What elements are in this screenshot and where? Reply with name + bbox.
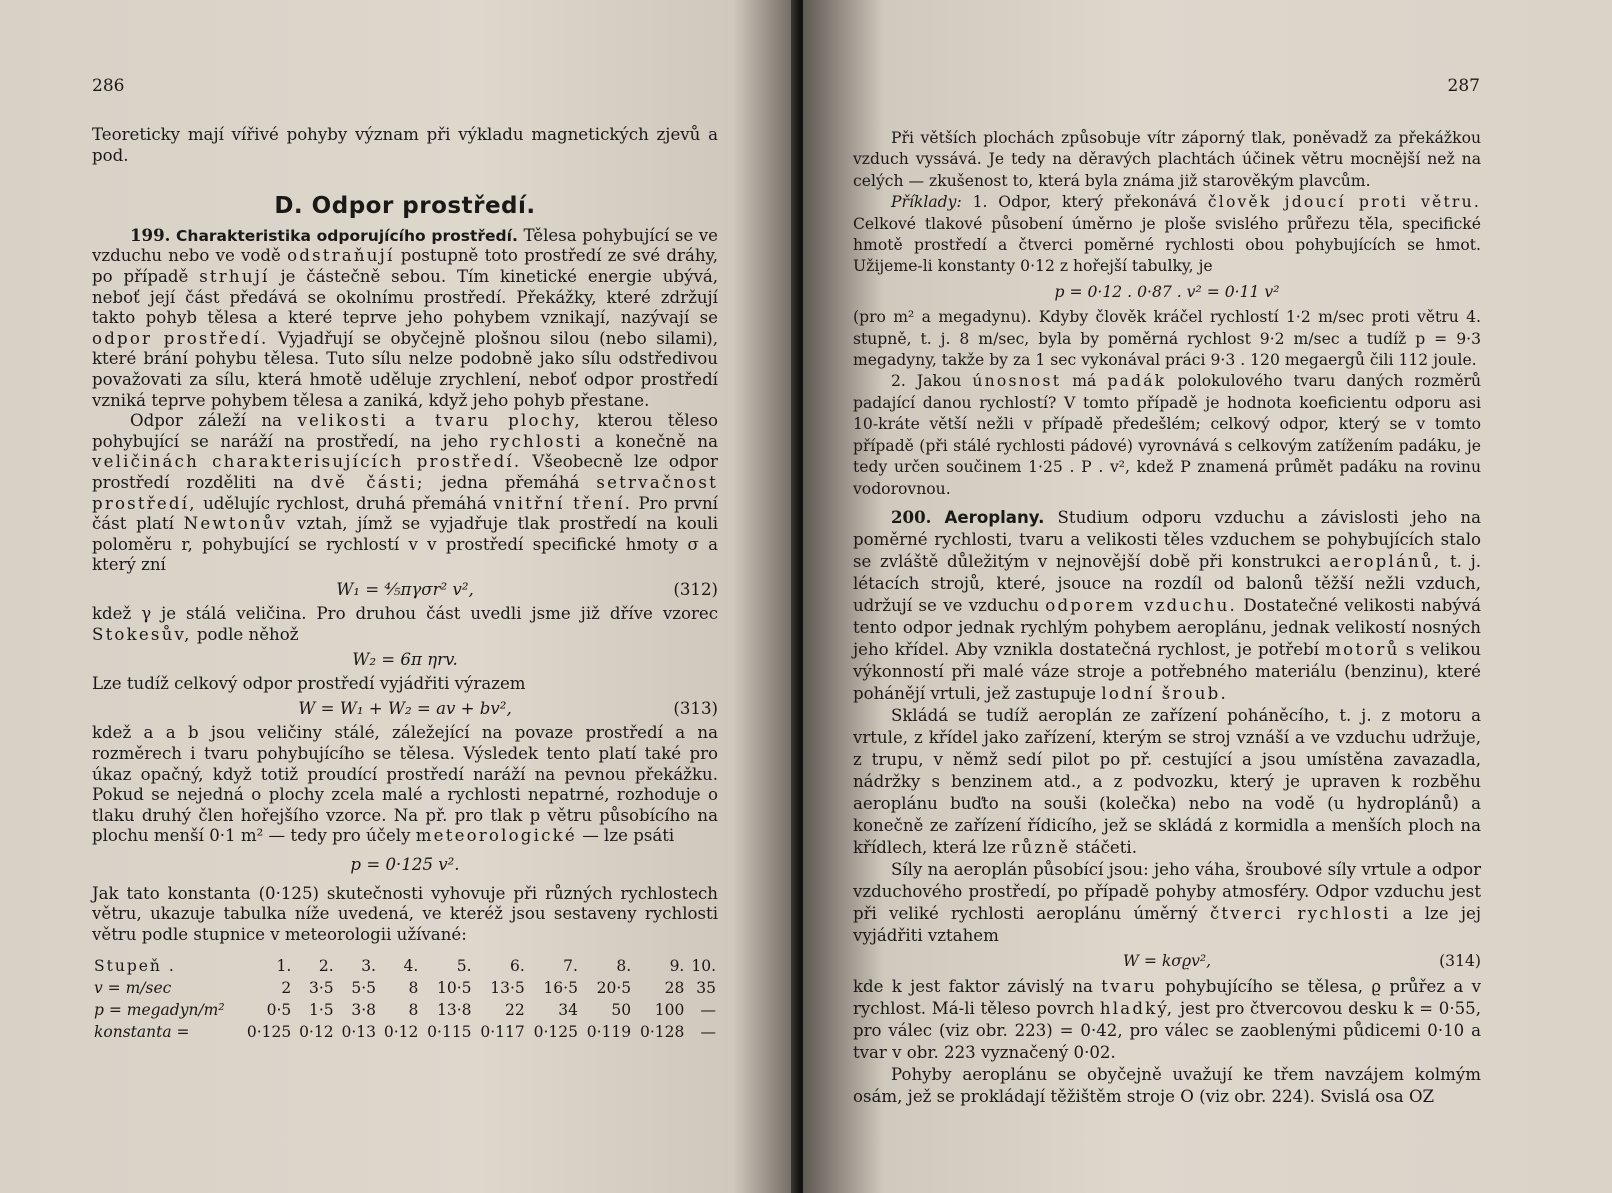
left-column — [92, 125, 718, 1043]
table-cell: 0·12 — [383, 1023, 419, 1042]
table-cell: 8. — [616, 957, 632, 976]
table-cell: 3. — [361, 957, 376, 976]
paragraph-stokes: kdež γ je stálá veličina. Pro druhou část uvedli jsme již dříve vzorec Stokesův, podle něhož — [92, 604, 718, 645]
table-cell: 100 — [654, 1001, 685, 1020]
table-cell: 0·115 — [427, 1023, 472, 1042]
table-cell: 8 — [408, 1001, 419, 1020]
equation-clovek: p = 0·12 . 0·87 . v² = 0·11 v² — [1054, 282, 1280, 301]
table-row-label: v = m/sec — [94, 979, 172, 998]
table-cell: 13·8 — [437, 1001, 472, 1020]
intro-paragraph: Teoreticky mají vířivé pohyby význam při výkladu magnetických zjevů a pod. — [92, 125, 718, 165]
table-cell: 6. — [509, 957, 525, 976]
table-row — [92, 1021, 718, 1043]
equation-stokes: W₂ = 6π ηrv. — [352, 649, 458, 669]
paragraph-199: 199. Charakteristika odporujícího prostředí. Tělesa pohybující se ve vzduchu nebo ve vodě odstraňují postupně toto prostředí ze své dráhy, po případě strhují je částečně sebou. Tím kinetické energie ubývá, neboť její část předává se okolnímu prostředí. Překážky, které zdržují takto pohyb tělesa a které teprve jeho pohybem vznikají, nazývají se odpor prostředí. Vyjadřují se obyčejně plošnou silou (nebo silami), které brání pohybu tělesa. Tuto sílu nelze podobně jako sílu odstředivou považovati za sílu, která hmotě uděluje zrychlení, neboť odpor prostředí vzniká teprve pohybem tělesa a zaniká, když jeho pohyb přestane. — [92, 224, 719, 410]
table-cell: 0·119 — [586, 1023, 632, 1042]
table-cell: 1. — [276, 957, 292, 976]
example-1: Příklady: 1. Odpor, který překonává člověk jdoucí proti větru. Celkové tlakové působení úměrno je ploše svislého průřezu těla, specifické hmotě prostředí a čtverci poměrné rychlosti obou pohybujících se hmot. Užijeme-li konstanty 0·12 z hořejší tabulky, je — [853, 193, 1481, 276]
example-2: 2. Jakou únosnost má padák polokulového tvaru daných rozměrů padající danou rychlostí? V tomto případě je hodnota koeficientu odporu asi 10-kráte větší nežli v případě předešlém; celkový odpor, který se v tomto případě (při stálé rychlosti pádové) vyrovnává s celkovým zatížením padáku, je tedy určen součinem 1·25 . P . v², kdež P znamená průmět padáku na rovinu vodorovnou. — [853, 372, 1481, 498]
table-cell: 4. — [403, 957, 419, 976]
table-cell: 9. — [669, 957, 685, 976]
table-cell: 2. — [318, 957, 334, 976]
table-cell: 16·5 — [543, 979, 578, 998]
table-cell: 0·125 — [533, 1023, 578, 1042]
page-number-right: 287 — [1447, 76, 1480, 96]
paragraph-odpor: Odpor záleží na velikosti a tvaru plochy, kterou těleso pohybující se naráží na prostředí, na jeho rychlosti a konečně na veličinách charakterisujících prostředí. Všeobecně lze odpor prostředí rozděliti na dvě části; jedna přemáhá setrvačnost prostředí, udělujíc rychlost, druhá přemáhá vnitřní tření. Pro první část platí Newtonův vztah, jímž se vyjadřuje tlak prostředí na kouli poloměru r, pohybující se rychlostí v v prostředí specifické hmoty σ a který zní — [92, 411, 719, 575]
table-cell: 22 — [505, 1001, 525, 1020]
paragraph-tabulka: Jak tato konstanta (0·125) skutečnosti vyhovuje při různých rychlostech větru, ukazuje tabulka níže uvedená, ve kteréž jsou sestaveny rychlosti větru podle stupnice v meteorologii užívané: — [92, 883, 718, 944]
paragraph-celkovy: Lze tudíž celkový odpor prostředí vyjádřiti výrazem — [92, 674, 526, 694]
wind-scale-table — [92, 955, 718, 1043]
table-row-label: konstanta = — [94, 1023, 190, 1042]
table-cell: 10·5 — [437, 979, 472, 998]
table-cell: 5. — [456, 957, 472, 976]
paragraph-zaporny-tlak: Při větších plochách způsobuje vítr záporný tlak, poněvadž za překážkou vzduch vyssává. Je tedy na děravých plachtách účinek větru mocnější než na celých — zkušenost to, která byla známa již starověkým plavcům. — [853, 129, 1481, 190]
table-row — [92, 955, 718, 977]
paragraph-sklada: Skládá se tudíž aeroplán ze zařízení poháněcího, t. j. z motoru a vrtule, z křídel jako zařízení, kterým se stroj vznáší a ve vzduchu udržuje, z trupu, v němž sedí pilot po př. cestující a jsou umístěna zavazadla, nádržky s benzinem atd., a z podvozku, který je upraven k rozběhu aeroplánu buďto na souši (kolečka) nebo na vodě (u hydroplánů) a konečně ze zařízení řídicího, jež se skládá z kormidla a menších ploch na křídlech, která lze různě stáčeti. — [853, 705, 1481, 857]
paragraph-konstanty: kdež a a b jsou veličiny stálé, záležející na povaze prostředí a na rozměrech i tvaru pohybujícího se tělesa. Výsledek tento platí také pro úkaz opačný, když totiž proudící prostředí naráží na pevnou překážku. Pokud se nejedná o plochy zcela malé a rychlosti nepatrné, rozhoduje o tlaku druhý člen hořejšího vzorce. Na př. pro tlak p větru působícího na plochu menší 0·1 m² — tedy pro účely meteorologické — lze psáti — [92, 723, 718, 846]
paragraph-faktor: kde k jest faktor závislý na tvaru pohybujícího se tělesa, ϱ průřez a v rychlost. Má-li těleso povrch hladký, jest pro čtvercovou desku k = 0·55, pro válec (viz obr. 223) = 0·42, pro válec se zaoblenými půdicemi 0·10 a tvar v obr. 223 vyznačený 0·02. — [853, 977, 1481, 1063]
table-cell: — — [700, 1001, 716, 1020]
paragraph-clovek-vysledek: (pro m² a megadynu). Kdyby člověk kráčel rychlostí 1·2 m/sec proti větru 4. stupně, t. j. 8 m/sec, byla by poměrná rychlost 9·2 m/sec a tudíž p = 9·3 megadyny, takže by za 1 sec vykonával práci 9·3 . 120 megaergů čili 112 joule. — [853, 308, 1481, 370]
equation-p: p = 0·125 v². — [350, 855, 460, 874]
page-number-left: 286 — [92, 76, 125, 96]
section-title-199: Charakteristika odporujícího prostředí. — [176, 226, 518, 245]
table-cell: 28 — [664, 979, 685, 998]
table-cell: 1·5 — [308, 1001, 334, 1020]
table-cell: 34 — [558, 1001, 578, 1020]
table-cell: 0·12 — [299, 1023, 334, 1042]
table-cell: 10. — [691, 957, 716, 976]
table-row-label: Stupeň . — [94, 957, 176, 976]
right-page — [803, 0, 1612, 1193]
equation-314: W = kσϱv², (314) — [1122, 951, 1481, 970]
table-cell: 5·5 — [351, 979, 376, 998]
table-cell: 0·117 — [480, 1023, 525, 1042]
table-cell: 13·5 — [490, 979, 525, 998]
table-cell: 8 — [408, 979, 419, 998]
table-cell: 50 — [611, 1001, 632, 1020]
table-cell: — — [700, 1023, 716, 1042]
table-cell: 20·5 — [596, 979, 632, 998]
table-row — [92, 999, 718, 1021]
right-column — [853, 128, 1481, 1108]
table-cell: 7. — [563, 957, 578, 976]
equation-312: W₁ = ⅘πγσr² v², (312) — [336, 579, 718, 599]
paragraph-pohyby: Pohyby aeroplánu se obyčejně uvažují ke třem navzájem kolmým osám, jež se prokládají těžištěm stroje O (viz obr. 224). Svislá osa OZ — [853, 1065, 1481, 1107]
table-cell: 0·13 — [341, 1023, 376, 1042]
table-cell: 0·128 — [639, 1023, 685, 1042]
left-page — [0, 0, 797, 1193]
section-heading: D. Odpor prostředí. — [274, 193, 536, 220]
table-cell: 3·5 — [308, 979, 334, 998]
equation-313: W = W₁ + W₂ = av + bv², (313) — [298, 698, 718, 718]
paragraph-200: 200. Aeroplany. Studium odporu vzduchu a závislosti jeho na poměrné rychlosti, tvaru a velikosti těles vzduchem se pohybujících stalo se zvláště důležitým v nejnovější době při konstrukci aeroplánů, t. j. létacích strojů, které, jsouce na rozdíl od balonů těžší nežli vzduch, udržují se ve vzduchu odporem vzduchu. Dostatečné velikosti nabývá tento odpor jednak rychlým pohybem aeroplánu, jednak velikostí nosných jeho křídel. Aby vznikla dostatečná rychlost, je potřebí motorů s velikou výkonností při malé váze stroje a potřebného materiálu (benzinu), které pohánějí vrtuli, jež zastupuje lodní šroub. — [853, 506, 1482, 703]
table-cell: 35 — [696, 979, 716, 998]
paragraph-sily: Síly na aeroplán působící jsou: jeho váha, šroubové síly vrtule a odpor vzduchového prostředí, po případě pohyby atmosféry. Odpor vzduchu jest při veliké rychlosti aeroplánu úměrný čtverci rychlosti a lze jej vyjádřiti vztahem — [853, 859, 1481, 945]
table-cell: 0·125 — [246, 1023, 292, 1042]
table-row — [92, 977, 718, 999]
table-cell: 2 — [281, 979, 292, 998]
table-cell: 3·8 — [351, 1001, 376, 1020]
section-number-199: 199. — [130, 224, 171, 245]
table-row-label: p = megadyn/m² — [94, 1001, 225, 1020]
table-cell: 0·5 — [266, 1001, 292, 1020]
